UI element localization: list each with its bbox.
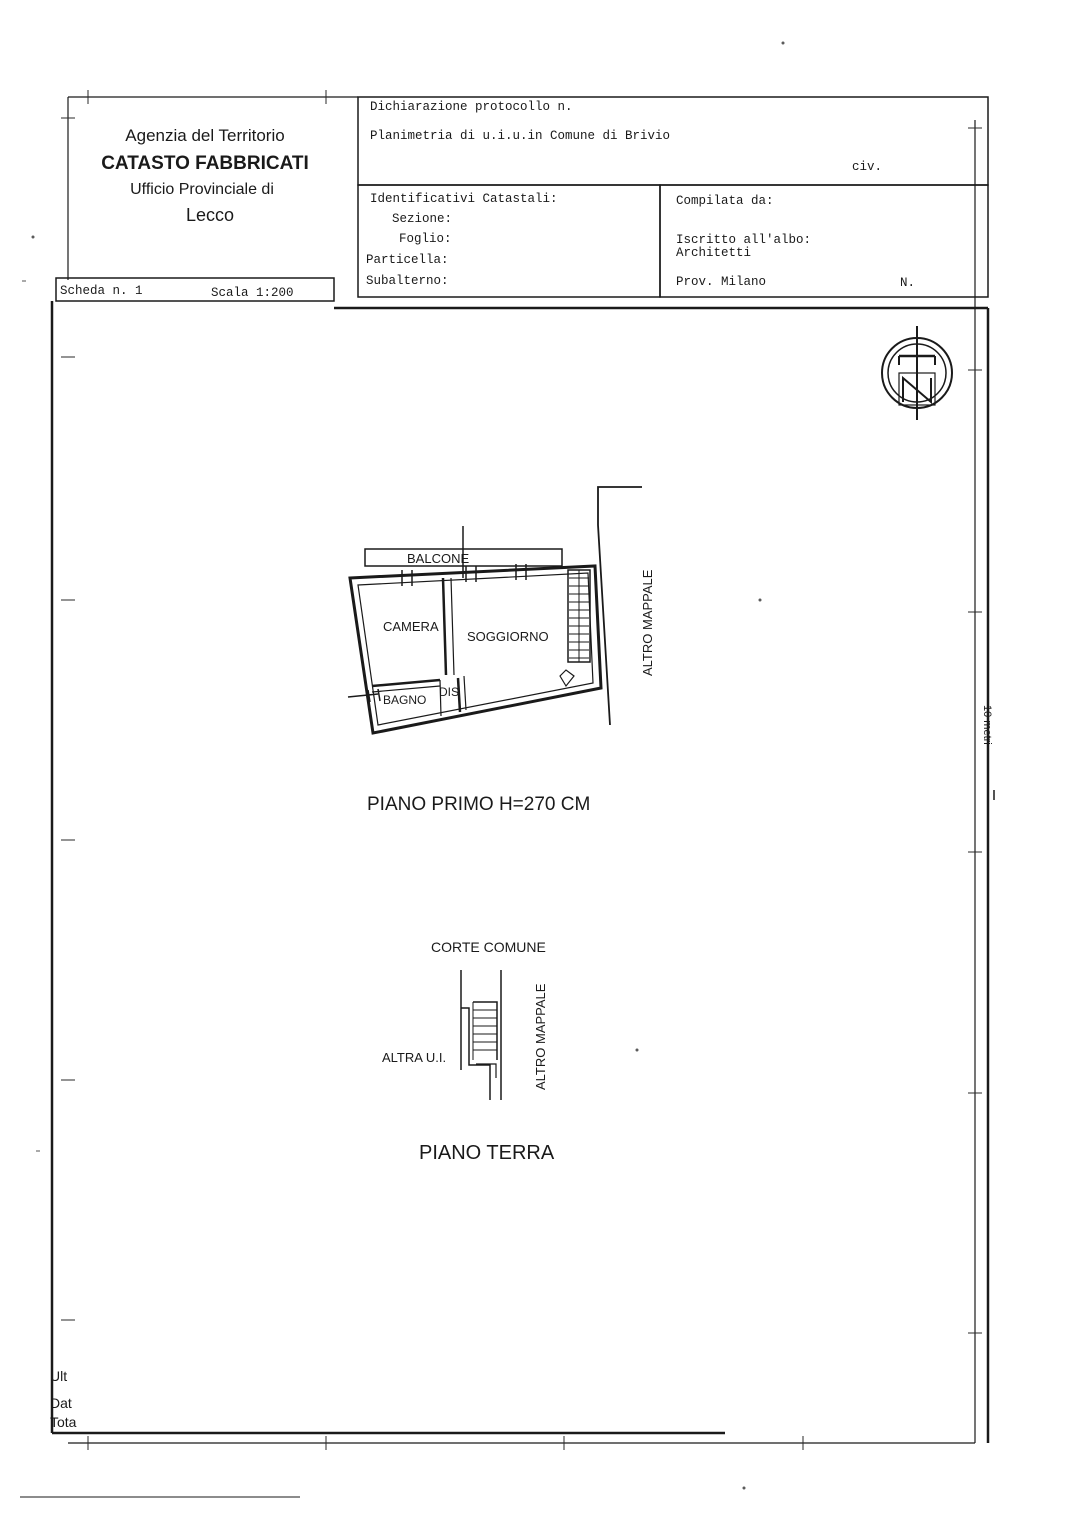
foglio-label: Foglio:: [399, 232, 452, 246]
camera-label: CAMERA: [383, 619, 439, 634]
balcone-label: BALCONE: [407, 551, 470, 566]
dis-label: DIS: [439, 685, 460, 699]
cadastre-title: CATASTO FABBRICATI: [101, 153, 309, 174]
albo-value: Architetti: [676, 246, 752, 260]
north-arrow-icon: [882, 326, 952, 420]
drawing-border: [52, 301, 988, 1443]
agency-name: Agenzia del Territorio: [125, 126, 285, 145]
planimetry-label: Planimetria di u.i.u.in Comune di Brivio: [370, 129, 671, 143]
first-floor-title: PIANO PRIMO H=270 CM: [367, 794, 591, 815]
province-label: Prov. Milano: [676, 275, 767, 289]
altra-ui-label: ALTRA U.I.: [382, 1050, 447, 1065]
footer-fragment-2: Dat: [50, 1395, 72, 1411]
ground-floor-plan: [461, 970, 501, 1100]
sezione-label: Sezione:: [392, 212, 453, 226]
ground-floor-title: PIANO TERRA: [419, 1142, 555, 1164]
subalterno-label: Subalterno:: [366, 274, 449, 288]
particella-label: Particella:: [366, 253, 449, 267]
identifiers-label: Identificativi Catastali:: [370, 192, 558, 206]
soggiorno-label: SOGGIORNO: [467, 629, 549, 644]
scala-label: Scala 1:200: [211, 286, 294, 300]
scale-bar-label: 10 metri: [981, 705, 993, 745]
number-label: N.: [900, 276, 916, 290]
scheda-label: Scheda n. 1: [60, 284, 143, 298]
altro-mappale-label-1: ALTRO MAPPALE: [640, 569, 655, 676]
corte-comune-label: CORTE COMUNE: [431, 939, 546, 955]
protocol-label: Dichiarazione protocollo n.: [370, 100, 573, 114]
civ-label: civ.: [852, 160, 883, 174]
footer-fragment-3: Tota: [50, 1414, 77, 1430]
provincial-office: Ufficio Provinciale di: [130, 181, 274, 198]
altro-mappale-label-2: ALTRO MAPPALE: [533, 983, 548, 1090]
compiled-label: Compilata da:: [676, 194, 774, 208]
office-city: Lecco: [185, 205, 235, 225]
footer-fragment-1: Ult: [50, 1368, 68, 1384]
frame-ticks: [61, 90, 982, 1450]
bagno-label: BAGNO: [383, 693, 427, 707]
albo-label: Iscritto all'albo:: [676, 233, 812, 247]
